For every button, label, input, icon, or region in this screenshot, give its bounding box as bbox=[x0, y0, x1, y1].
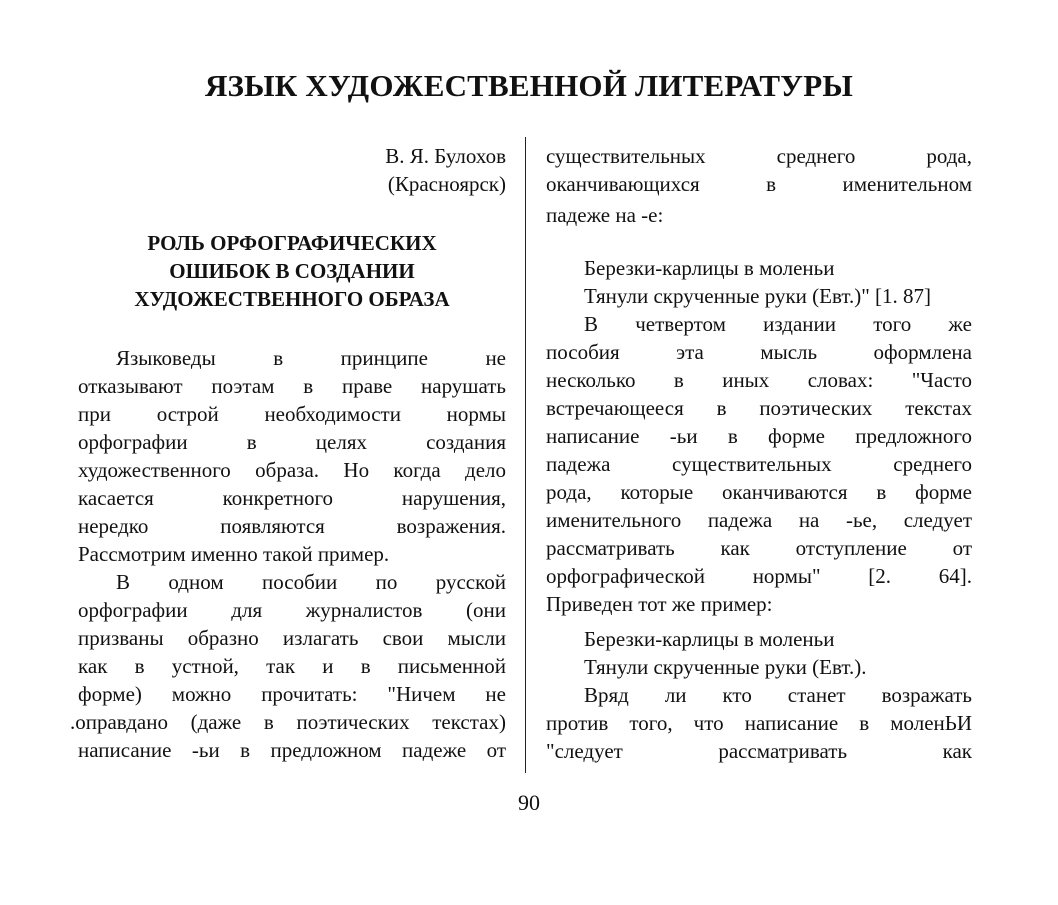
body-line: орфографии для журналистов (они bbox=[78, 598, 506, 622]
body-line: как в устной, так и в письменной bbox=[78, 654, 506, 678]
body-line: существительных среднего рода, bbox=[546, 144, 972, 168]
body-line: художественного образа. Но когда дело bbox=[78, 458, 506, 482]
body-line: именительного падежа на -ье, следует bbox=[546, 508, 972, 532]
page-number: 90 bbox=[518, 790, 540, 815]
body-line: орфографии в целях создания bbox=[78, 430, 506, 454]
body-line: при острой необходимости нормы bbox=[78, 402, 506, 426]
left-column bbox=[70, 142, 506, 764]
body-line: встречающееся в поэтических текстах bbox=[546, 396, 972, 420]
body-line: Вряд ли кто станет возражать bbox=[584, 683, 972, 707]
body-line: против того, что написание в моленЬИ bbox=[546, 711, 972, 735]
body-line: орфографической нормы" [2. 64]. bbox=[546, 564, 972, 588]
article-title-line: ХУДОЖЕСТВЕННОГО ОБРАЗА bbox=[134, 287, 450, 311]
body-line: Приведен тот же пример: bbox=[546, 592, 773, 616]
body-line: падеже на -е: bbox=[546, 203, 664, 227]
body-line: падежа существительных среднего bbox=[546, 452, 972, 476]
body-line: касается конкретного нарушения, bbox=[78, 486, 506, 510]
quote-line: Березки-карлицы в моленьи bbox=[584, 627, 835, 651]
body-line: оканчивающихся в именительном bbox=[546, 172, 972, 196]
body-line: написание -ьи в форме предложного bbox=[546, 424, 972, 448]
body-line: .оправдано (даже в поэтических текстах) bbox=[70, 710, 506, 734]
body-line: нередко появляются возражения. bbox=[78, 514, 506, 538]
author-name: В. Я. Булохов bbox=[385, 144, 506, 168]
body-line: Рассмотрим именно такой пример. bbox=[78, 542, 390, 566]
body-line: призваны образно излагать свои мысли bbox=[78, 626, 506, 650]
body-line: отказывают поэтам в праве нарушать bbox=[78, 374, 506, 398]
right-column bbox=[546, 142, 972, 765]
body-line: В одном пособии по русской bbox=[116, 570, 506, 594]
body-line: рода, которые оканчиваются в форме bbox=[546, 480, 972, 504]
column-divider bbox=[525, 137, 526, 773]
body-line: Языковеды в принципе не bbox=[116, 346, 506, 370]
body-line: форме) можно прочитать: "Ничем не bbox=[78, 682, 506, 706]
body-line: пособия эта мысль оформлена bbox=[546, 340, 972, 364]
article-title-line: ОШИБОК В СОЗДАНИИ bbox=[169, 259, 415, 283]
quote-line: Тянули скрученные руки (Евт.). bbox=[584, 655, 867, 679]
body-line: несколько в иных словах: "Часто bbox=[546, 368, 972, 392]
quote-line: Березки-карлицы в моленьи bbox=[584, 256, 835, 280]
page-title: ЯЗЫК ХУДОЖЕСТВЕННОЙ ЛИТЕРАТУРЫ bbox=[204, 68, 854, 103]
article-title-line: РОЛЬ ОРФОГРАФИЧЕСКИХ bbox=[147, 231, 437, 255]
body-line: В четвертом издании того же bbox=[584, 312, 972, 336]
author-city: (Красноярск) bbox=[387, 172, 506, 196]
quote-line: Тянули скрученные руки (Евт.)" [1. 87] bbox=[584, 284, 932, 308]
body-line: рассматривать как отступление от bbox=[546, 536, 972, 560]
body-line: написание -ьи в предложном падеже от bbox=[78, 738, 506, 762]
body-line: "следует рассматривать как bbox=[546, 739, 972, 763]
